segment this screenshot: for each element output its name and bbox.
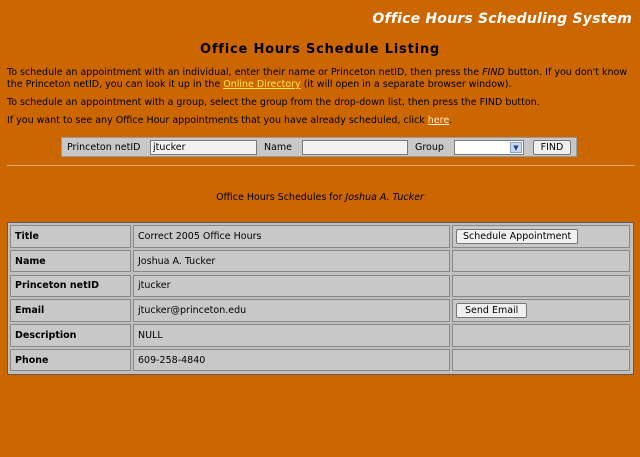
- row-value: NULL: [133, 324, 450, 347]
- schedule-appointment-button[interactable]: Schedule Appointment: [456, 229, 578, 244]
- chevron-down-icon[interactable]: ▼: [510, 142, 522, 153]
- app-title: Office Hours Scheduling System: [372, 11, 632, 27]
- row-action: [452, 225, 630, 248]
- instruction-individual: [7, 67, 635, 91]
- table-row-phone: [9, 348, 632, 373]
- instruction-scheduled: [7, 115, 635, 127]
- row-label: Email: [10, 299, 131, 322]
- instruction-text: .: [449, 115, 453, 126]
- row-value: Correct 2005 Office Hours: [133, 225, 450, 248]
- table-row-description: [9, 323, 632, 348]
- row-action: [452, 324, 630, 347]
- search-panel: [61, 137, 577, 157]
- row-label: Description: [10, 324, 131, 347]
- netid-input[interactable]: [150, 140, 257, 155]
- row-action: [452, 299, 630, 322]
- instruction-group: To schedule an appointment with a group, select the group from the drop-down list, then press the FIND button.: [7, 97, 540, 108]
- netid-label: Princeton netID: [67, 141, 141, 153]
- instruction-text: If you want to see any Office Hour appointments that you have already scheduled, click: [7, 115, 428, 126]
- schedules-heading-prefix: Office Hours Schedules for: [216, 192, 346, 203]
- online-directory-link[interactable]: Online Directory: [223, 79, 301, 90]
- row-label: Phone: [10, 349, 131, 372]
- schedules-heading: [0, 192, 640, 203]
- divider: [7, 165, 635, 166]
- row-value: Joshua A. Tucker: [133, 250, 450, 273]
- row-label: Princeton netID: [10, 275, 131, 298]
- row-value: jtucker@princeton.edu: [133, 299, 450, 322]
- table-row-name: [9, 249, 632, 274]
- table-row-title: [9, 224, 632, 249]
- send-email-button[interactable]: Send Email: [456, 303, 527, 318]
- instruction-text: To schedule an appointment with an individual, enter their name or Princeton netID, then press the: [7, 67, 483, 78]
- name-label: Name: [264, 141, 293, 153]
- instruction-text: button. If you don't know the Princeton netID, you can look it up in the: [7, 67, 628, 90]
- instructions: [7, 67, 635, 133]
- instruction-text: (it will open in a separate browser window).: [300, 79, 512, 90]
- name-input[interactable]: [302, 140, 408, 155]
- find-emphasis: FIND: [482, 67, 505, 78]
- group-select[interactable]: [454, 140, 524, 155]
- row-action: [452, 349, 630, 372]
- group-label: Group: [415, 141, 444, 153]
- row-action: [452, 275, 630, 298]
- row-value: jtucker: [133, 275, 450, 298]
- page-title: Office Hours Schedule Listing: [199, 42, 441, 57]
- row-value: 609-258-4840: [133, 349, 450, 372]
- schedules-person: Joshua A. Tucker: [345, 192, 424, 203]
- row-label: Title: [10, 225, 131, 248]
- row-label: Name: [10, 250, 131, 273]
- table-row-netid: [9, 274, 632, 299]
- row-action: [452, 250, 630, 273]
- find-button[interactable]: FIND: [533, 140, 571, 155]
- scheduled-appointments-link[interactable]: here: [427, 115, 450, 126]
- table-row-email: [9, 298, 632, 323]
- schedule-details-table: [7, 222, 634, 375]
